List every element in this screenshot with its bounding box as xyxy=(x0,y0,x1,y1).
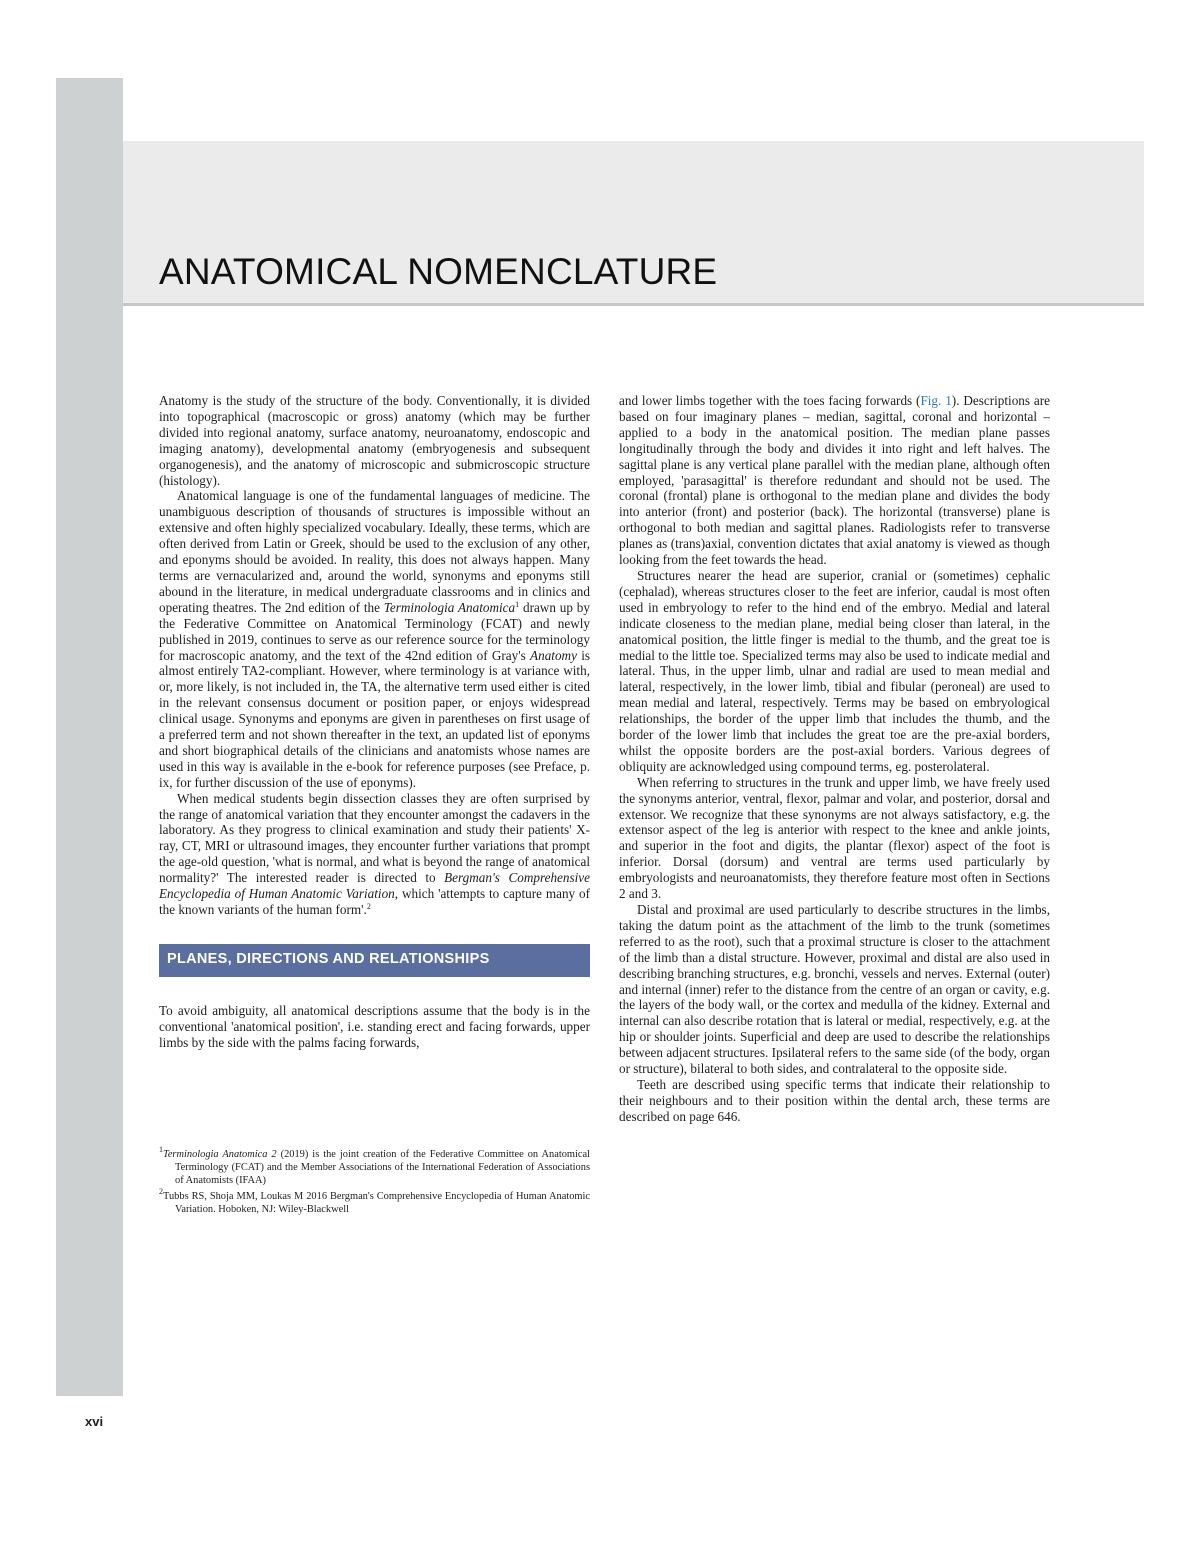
figure-link[interactable]: Fig. 1 xyxy=(920,393,952,408)
italic-term: Anatomy xyxy=(530,647,577,663)
footnote-text: (2019) is the joint creation of the Federative Committee on Anatomical Terminology (FCAT) and the Member Associations of the International Federation of Associations of Anatomists (IFAA) xyxy=(175,1149,590,1186)
footnote-marker: 1 xyxy=(159,1145,163,1154)
side-bar xyxy=(56,78,123,1396)
paragraph xyxy=(159,791,590,918)
right-column xyxy=(619,393,1050,1125)
page-title: ANATOMICAL NOMENCLATURE xyxy=(159,251,718,292)
paragraph-text: Structures nearer the head are superior, cranial or (sometimes) cephalic (cephalad), whereas structures closer to the feet are inferior, caudal is most often used in embryology to refer to the hind end of the embryo. Medial and lateral indicate closeness to the median plane, medial being closer than lateral, in the anatomical position, the little finger is medial to the thumb, and the great toe is medial to the little toe. Specialized terms may also be used to indicate medial and lateral. Thus, in the upper limb, ulnar and radial are used to mean medial and lateral, respectively, in the lower limb, tibial and fibular (peroneal) are used to mean medial and lateral, respectively. Terms may be based on embryological relationships, the border of the upper limb that includes the thumb, and the border of the lower limb that includes the great toe are the pre-axial borders, whilst the opposite borders are the post-axial borders. Various degrees of obliquity are acknowledged using compound terms, eg. posterolateral. xyxy=(619,567,1050,774)
footnote xyxy=(159,1145,590,1188)
paragraph-text: Anatomical language is one of the fundamental languages of medicine. The unambiguous description of thousands of structures is impossible without an extensive and often highly specialized vocabulary. Ideally, these terms, which are often derived from Latin or Greek, should be used to the exclusion of any other, and eponyms should be avoided. In reality, this does not always happen. Many terms are vernacularized and, around the world, synonyms and eponyms still abound in the literature, in medical undergraduate classrooms and in clinics and operating theatres. The 2nd edition of the xyxy=(159,488,590,615)
paragraph-text: is almost entirely TA2-compliant. However, where terminology is at variance with, or, more likely, is not included in, the TA, the alternative term used either is cited in the relevant consensus document or position paper, or enjoys widespread clinical usage. Synonyms and eponyms are given in parentheses on first usage of a preferred term and not shown thereafter in the text, an updated list of eponyms and short biographical details of the clinicians and anatomists whose names are used in this way is available in the e-book for reference purposes (see Preface, p. ix, for further discussion of the use of eponyms). xyxy=(159,647,591,790)
footnote-marker: 2 xyxy=(159,1186,163,1196)
footnotes xyxy=(159,1145,590,1220)
italic-term: Terminologia Anatomica xyxy=(383,599,516,615)
paragraph xyxy=(619,902,1050,1077)
paragraph-text: Teeth are described using specific terms that indicate their relationship to their neighbours and to their position within the dental arch, these terms are described on page 646. xyxy=(619,1076,1050,1124)
paragraph-text: and lower limbs together with the toes facing forwards ( xyxy=(619,393,921,408)
footnote-ref[interactable]: 1 xyxy=(515,599,520,609)
section-heading-text: PLANES, DIRECTIONS AND RELATIONSHIPS xyxy=(167,951,490,968)
left-column xyxy=(159,393,590,1051)
paragraph-text: To avoid ambiguity, all anatomical descriptions assume that the body is in the conventional 'anatomical position', i.e. standing erect and facing forwards, upper limbs by the side with the palms facing forwards, xyxy=(159,1002,590,1050)
paragraph xyxy=(159,393,590,488)
italic-term: Bergman's Comprehensive Encyclopedia of Human Anatomic Variation, xyxy=(159,870,590,902)
paragraph-text: Distal and proximal are used particularly to describe structures in the limbs, taking the datum point as the attachment of the limb to the trunk (sometimes referred to as the root), such that a proximal structure is closer to the attachment of the limb than a distal structure. However, proximal and distal are also used in describing branching structures, e.g. bronchi, vessels and nerves. External (outer) and internal (inner) refer to the distance from the centre of an organ or cavity, e.g. the layers of the body wall, or the cortex and medulla of the kidney. External and internal can also describe rotation that is lateral or medial, respectively, e.g. at the hip or shoulder joints. Superficial and deep are used to describe the relationships between adjacent structures. Ipsilateral refers to the same side (of the body, organ or structure), bilateral to both sides, and contralateral to the opposite side. xyxy=(619,902,1050,1077)
paragraph xyxy=(619,393,1050,568)
paragraph xyxy=(159,1003,590,1051)
section-heading xyxy=(159,944,590,977)
paragraph-text: Anatomy is the study of the structure of the body. Conventionally, it is divided into topographical (macroscopic or gross) anatomy (which may be further divided into regional anatomy, surface anatomy, neuroanatomy, endoscopic and imaging anatomy), developmental anatomy (embryogenesis and subsequent organogenesis), and the anatomy of microscopic and submicroscopic structure (histology). xyxy=(159,393,590,488)
paragraph-text: ). Descriptions are based on four imaginary planes – median, sagittal, coronal and horizontal – applied to a body in the anatomical position. The median plane passes longitudinally through the body and divides it into right and left halves. The sagittal plane is any vertical plane parallel with the median plane, although often employed, 'parasagittal' is therefore redundant and should not be used. The coronal (frontal) plane is orthogonal to the median plane and divides the body into anterior (front) and posterior (back). The horizontal (transverse) plane is orthogonal to both median and sagittal planes. Radiologists refer to transverse planes as (trans)axial, convention dictates that axial anatomy is viewed as though looking from the feet towards the head. xyxy=(619,393,1050,568)
footnote-ref[interactable]: 2 xyxy=(366,902,371,911)
paragraph xyxy=(619,1077,1050,1125)
paragraph xyxy=(619,568,1050,775)
paragraph xyxy=(159,488,590,790)
paragraph-text: When medical students begin dissection classes they are often surprised by the range of anatomical variation that they encounter amongst the cadavers in the laboratory. As they progress to clinical examination and study their patients' X-ray, CT, MRI or ultrasound images, they encounter further variations that prompt the age-old question, 'what is normal, and what is beyond the range of anatomical normality?' The interested reader is directed to xyxy=(159,790,590,886)
paragraph-text: drawn up by the Federative Committee on Anatomical Terminology (FCAT) and newly published in 2019, continues to serve as our reference source for the terminology for macroscopic anatomy, and the text of the 42nd edition of Gray's xyxy=(159,599,590,663)
italic-term: Terminologia Anatomica 2 xyxy=(163,1149,277,1160)
paragraph-text: When referring to structures in the trunk and upper limb, we have freely used the synonyms anterior, ventral, flexor, palmar and volar, and posterior, dorsal and extensor. We recognize that these synonyms are not always satisfactory, e.g. the extensor aspect of the leg is anterior with respect to the knee and ankle joints, and superior in the foot and digits, the plantar (flexor) aspect of the foot is inferior. Dorsal (dorsum) and ventral are terms used particularly by embryologists and neuroanatomists, they therefore feature most often in Sections 2 and 3. xyxy=(619,774,1050,902)
page-number: xvi xyxy=(85,1414,104,1429)
paragraph-text: which 'attempts to capture many of the known variants of the human form'. xyxy=(159,886,590,917)
footnote xyxy=(159,1186,590,1217)
footnote-text: Tubbs RS, Shoja MM, Loukas M 2016 Bergman's Comprehensive Encyclopedia of Human Anatomic Variation. Hoboken, NJ: Wiley-Blackwell xyxy=(163,1190,590,1215)
paragraph xyxy=(619,775,1050,902)
